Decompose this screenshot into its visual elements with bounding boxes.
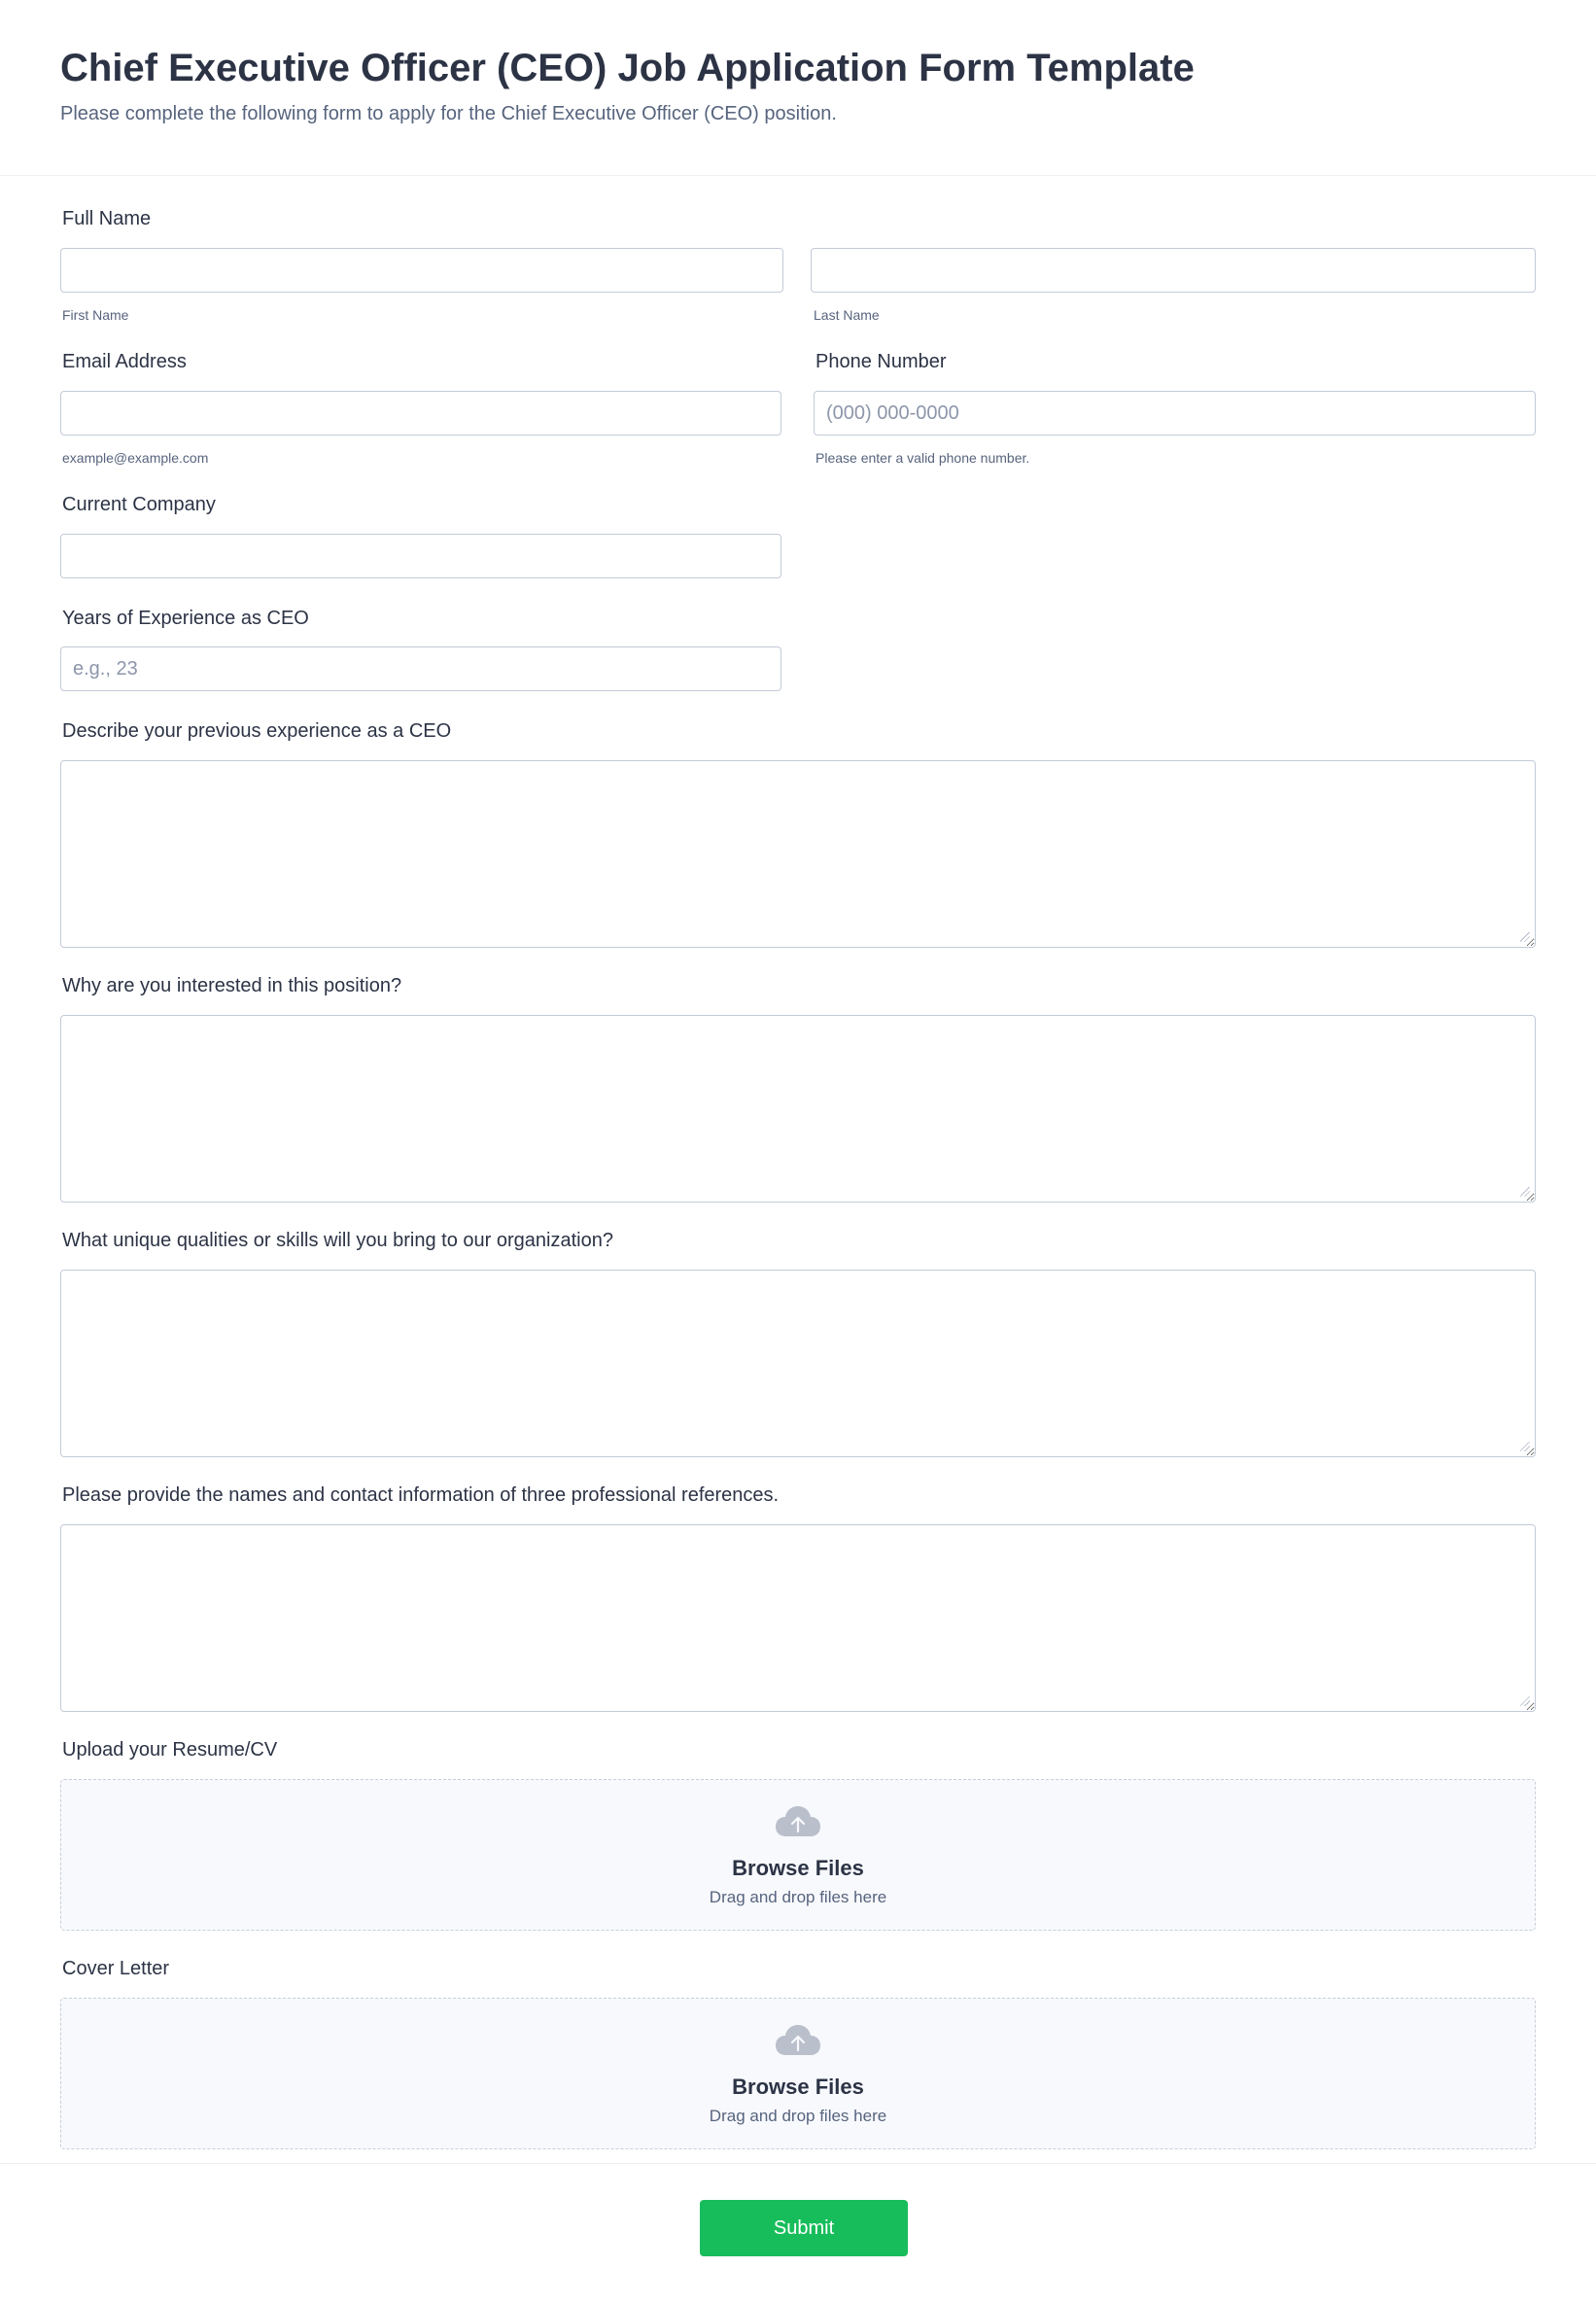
phone-input[interactable] (814, 391, 1536, 436)
cover-letter-label: Cover Letter (62, 1958, 170, 1979)
form-header (0, 0, 1596, 176)
first-name-input[interactable] (60, 248, 783, 293)
company-label: Current Company (62, 494, 216, 515)
cover-letter-dropzone[interactable] (60, 1998, 1536, 2149)
question-label: Please provide the names and contact information of three professional references. (62, 1484, 780, 1506)
experience-textarea[interactable] (60, 760, 1536, 948)
email-sublabel: example@example.com (62, 450, 209, 466)
email-input[interactable] (60, 391, 781, 436)
resume-upload-label: Upload your Resume/CV (62, 1739, 278, 1761)
browse-files-text: Browse Files (732, 2075, 864, 2099)
years-input[interactable] (60, 646, 781, 691)
first-name-sublabel: First Name (62, 307, 129, 323)
interest-textarea[interactable] (60, 1015, 1536, 1203)
form-title: Chief Executive Officer (CEO) Job Application Form Template (60, 47, 1195, 89)
browse-files-text: Browse Files (732, 1856, 864, 1880)
form-description: Please complete the following form to apply for the Chief Executive Officer (CEO) position. (60, 103, 837, 124)
submit-button[interactable]: Submit (700, 2200, 908, 2256)
years-label: Years of Experience as CEO (62, 608, 309, 629)
references-textarea[interactable] (60, 1524, 1536, 1712)
skills-textarea[interactable] (60, 1270, 1536, 1457)
cloud-upload-icon (775, 2024, 821, 2057)
resume-dropzone[interactable] (60, 1779, 1536, 1931)
company-input[interactable] (60, 534, 781, 578)
question-label: Describe your previous experience as a CEO (62, 720, 452, 742)
question-label: What unique qualities or skills will you bring to our organization? (62, 1230, 613, 1251)
email-label: Email Address (62, 351, 187, 372)
form-footer (0, 2163, 1596, 2302)
phone-label: Phone Number (815, 351, 947, 372)
full-name-label: Full Name (62, 208, 152, 229)
drag-drop-text: Drag and drop files here (709, 2107, 887, 2125)
drag-drop-text: Drag and drop files here (709, 1888, 887, 1906)
phone-sublabel: Please enter a valid phone number. (815, 450, 1030, 466)
cloud-upload-icon (775, 1805, 821, 1838)
last-name-sublabel: Last Name (814, 307, 880, 323)
last-name-input[interactable] (811, 248, 1536, 293)
question-label: Why are you interested in this position? (62, 975, 402, 996)
